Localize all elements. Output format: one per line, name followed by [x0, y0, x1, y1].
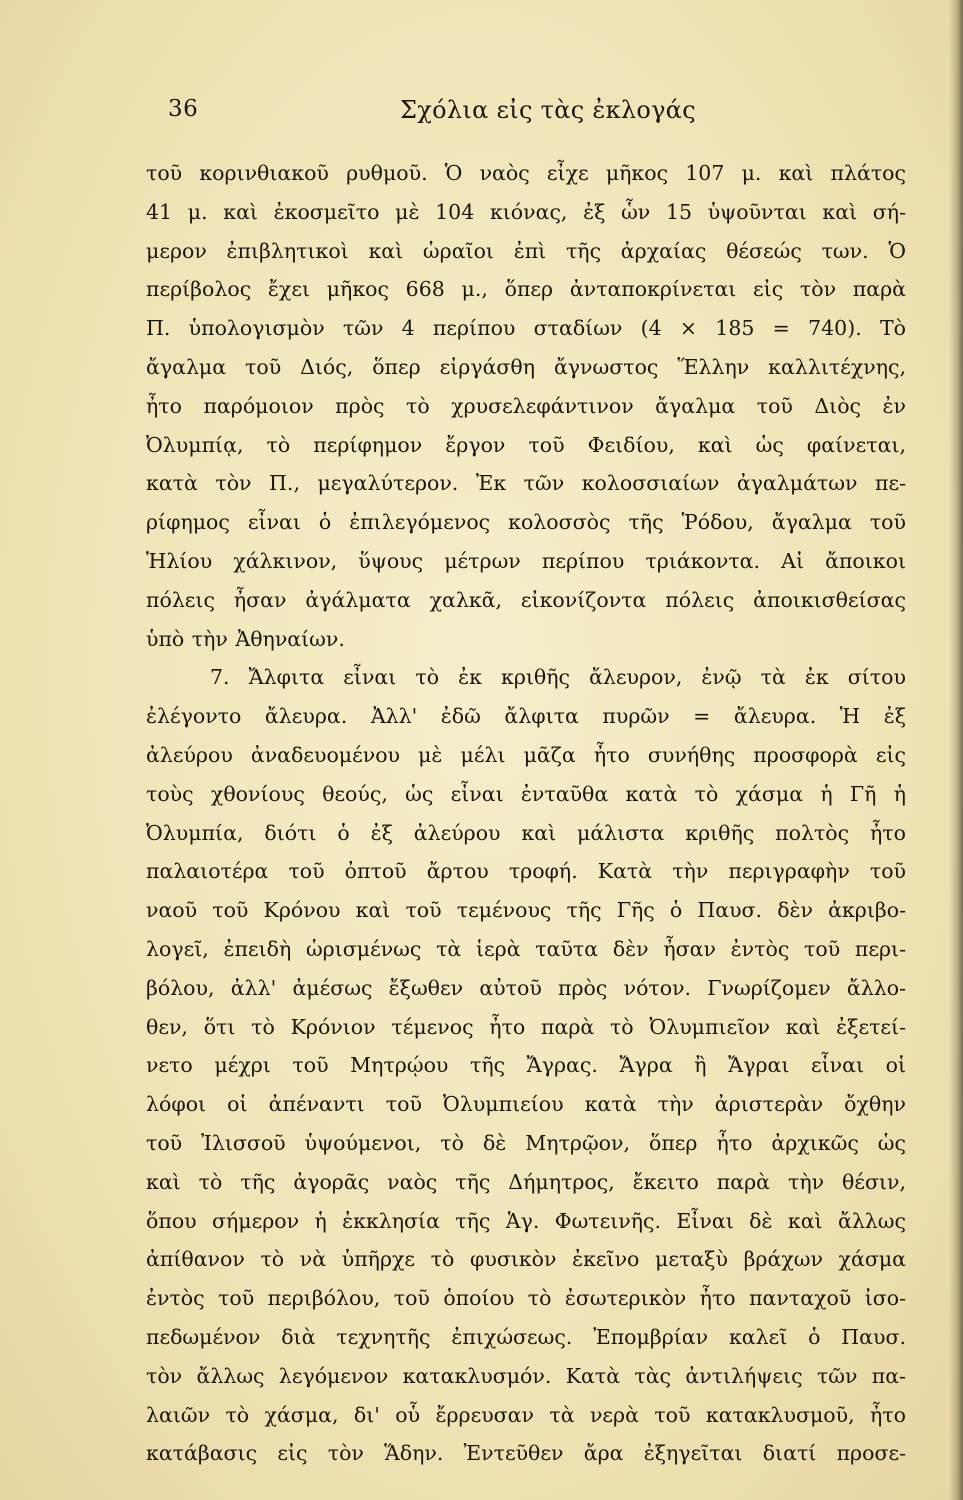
text-line: ὑπὸ τὴν Ἀθηναίων.	[146, 626, 345, 651]
page-number: 36	[168, 96, 199, 122]
text-line: καὶ τὸ τῆς ἀγορᾶς ναὸς τῆς Δήμητρος, ἔκειτο παρὰ τὴν θέσιν,	[146, 1169, 906, 1194]
text-line: ἄγαλμα τοῦ Διός, ὅπερ εἰργάσθη ἄγνωστος Ἕλλην καλλιτέχνης,	[146, 354, 906, 379]
text-line: Ὀλυμπίᾳ, τὸ περίφημον ἔργον τοῦ Φειδίου, καὶ ὡς φαίνεται,	[146, 432, 906, 457]
text-line: θεν, ὅτι τὸ Κρόνιον τέμενος ἦτο παρὰ τὸ Ὀλυμπιεῖον καὶ ἐξετεί-	[146, 1014, 906, 1039]
text-line: Ἡλίου χάλκινον, ὕψους μέτρων περίπου τριάκοντα. Αἱ ἄποικοι	[146, 548, 906, 573]
text-line: Ὀλυμπία, διότι ὁ ἐξ ἀλεύρου καὶ μάλιστα κριθῆς πολτὸς ἦτο	[146, 820, 906, 845]
text-line: ἀλεύρου ἀναδευομένου μὲ μέλι μᾶζα ἦτο συνήθης προσφορὰ εἰς	[146, 742, 906, 767]
text-line: 41 μ. καὶ ἐκοσμεῖτο μὲ 104 κιόνας, ἐξ ὧν 15 ὑψοῦνται καὶ σή-	[146, 199, 906, 224]
text-line: παλαιοτέρα τοῦ ὀπτοῦ ἄρτου τροφή. Κατὰ τὴν περιγραφὴν τοῦ	[146, 859, 906, 884]
text-line: περίβολος ἔχει μῆκος 668 μ., ὅπερ ἀνταποκρίνεται εἰς τὸν παρὰ	[146, 277, 906, 302]
text-line: τοῦ Ἰλισσοῦ ὑψούμενοι, τὸ δὲ Μητρῷον, ὅπερ ἦτο ἀρχικῶς ὡς	[146, 1130, 906, 1155]
text-line: κατὰ τὸν Π., μεγαλύτερον. Ἐκ τῶν κολοσσιαίων ἀγαλμάτων πε-	[146, 471, 906, 496]
text-line: νετο μέχρι τοῦ Μητρῴου τῆς Ἄγρας. Ἄγρα ἢ Ἄγραι εἶναι οἱ	[146, 1053, 906, 1078]
text-line: Π. ὑπολογισμὸν τῶν 4 περίπου σταδίων (4 × 185 = 740). Τὸ	[146, 316, 906, 341]
text-line: ὅπου σήμερον ἡ ἐκκλησία τῆς Ἁγ. Φωτεινῆς. Εἶναι δὲ καὶ ἄλλως	[146, 1208, 906, 1233]
text-line: τοῦ κορινθιακοῦ ρυθμοῦ. Ὁ ναὸς εἶχε μῆκος 107 μ. καὶ πλάτος	[146, 161, 906, 185]
text-line: τοὺς χθονίους θεούς, ὡς εἶναι ἐνταῦθα κατὰ τὸ χάσμα ἡ Γῆ ἡ	[146, 781, 906, 806]
text-line: βόλου, ἀλλ' ἀμέσως ἔξωθεν αὐτοῦ πρὸς νότον. Γνωρίζομεν ἄλλο-	[146, 975, 906, 1000]
note-7-start: 7. Ἄλφιτα εἶναι τὸ ἐκ κριθῆς ἄλευρον, ἐνῷ τὰ ἐκ σίτου	[210, 665, 906, 690]
text-line: πόλεις ἦσαν ἀγάλματα χαλκᾶ, εἰκονίζοντα πόλεις ἀποικισθείσας	[146, 587, 906, 612]
text-line: ἐλέγοντο ἄλευρα. Ἀλλ' ἐδῶ ἄλφιτα πυρῶν = ἄλευρα. Ἡ ἐξ	[146, 704, 906, 729]
text-line: κατάβασις εἰς τὸν Ἅδην. Ἐντεῦθεν ἄρα ἐξηγεῖται διατί προσε-	[146, 1441, 906, 1466]
text-line: ναοῦ τοῦ Κρόνου καὶ τοῦ τεμένους τῆς Γῆς ὁ Παυσ. δὲν ἀκριβο-	[146, 898, 906, 923]
page-header	[168, 96, 868, 136]
text-line: ρίφημος εἶναι ὁ ἐπιλεγόμενος κολοσσὸς τῆς Ῥόδου, ἄγαλμα τοῦ	[146, 510, 906, 535]
running-title: Σχόλια εἰς τὰς ἐκλογάς	[400, 96, 697, 124]
text-line: ἐντὸς τοῦ περιβόλου, τοῦ ὁποίου τὸ ἐσωτερικὸν ἦτο πανταχοῦ ἰσο-	[146, 1286, 906, 1311]
text-line: μερον ἐπιβλητικοὶ καὶ ὡραῖοι ἐπὶ τῆς ἀρχαίας θέσεώς των. Ὁ	[146, 238, 906, 263]
text-line: πεδωμένον διὰ τεχνητῆς ἐπιχώσεως. Ἐπομβρίαν καλεῖ ὁ Παυσ.	[146, 1324, 906, 1349]
text-line: ἀπίθανον τὸ νὰ ὑπῆρχε τὸ φυσικὸν ἐκεῖνο μεταξὺ βράχων χάσμα	[146, 1247, 906, 1272]
text-line: λόφοι οἱ ἀπέναντι τοῦ Ὀλυμπιείου κατὰ τὴν ἀριστερὰν ὄχθην	[146, 1092, 906, 1117]
text-line: τὸν ἄλλως λεγόμενον κατακλυσμόν. Κατὰ τὰς ἀντιλήψεις τῶν πα-	[146, 1363, 906, 1388]
text-line: ἦτο παρόμοιον πρὸς τὸ χρυσελεφάντινον ἄγαλμα τοῦ Διὸς ἐν	[146, 393, 906, 418]
text-line: λογεῖ, ἐπειδὴ ὡρισμένως τὰ ἱερὰ ταῦτα δὲν ἦσαν ἐντὸς τοῦ περι-	[146, 936, 906, 961]
page-edge-shadow	[949, 0, 963, 1500]
text-line: λαιῶν τὸ χάσμα, δι' οὗ ἔρρευσαν τὰ νερὰ τοῦ κατακλυσμοῦ, ἦτο	[146, 1402, 906, 1427]
body-text	[146, 154, 906, 1473]
